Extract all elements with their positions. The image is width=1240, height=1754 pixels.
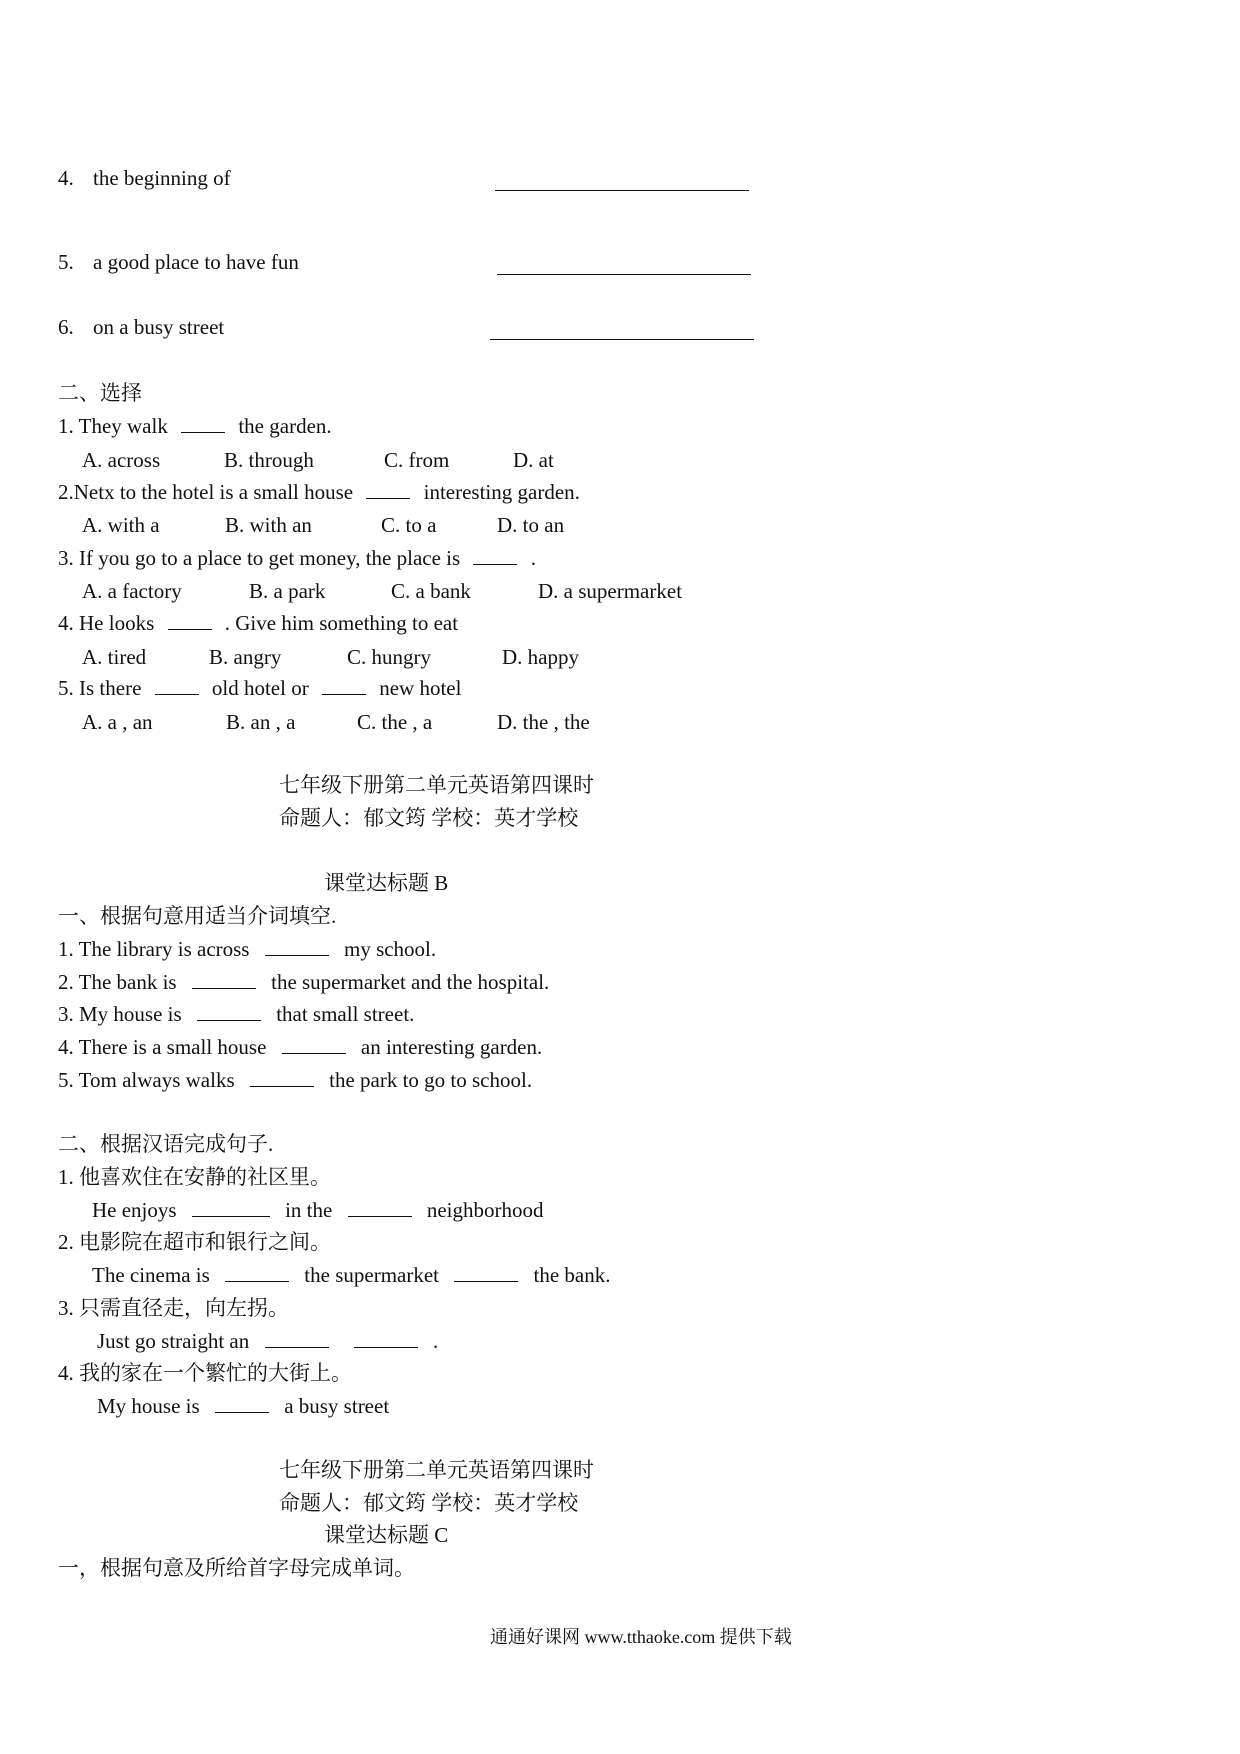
option-b: B. angry (209, 645, 282, 669)
question-text: old hotel or (211, 676, 309, 700)
sentence-text: 2. The bank is (58, 970, 177, 994)
lesson-title: 七年级下册第二单元英语第四课时 (279, 1458, 594, 1482)
author-school: 命题人：郁文筠 学校：英才学校 (279, 806, 579, 830)
option-c: C. from (384, 448, 450, 472)
fill-item-3 (58, 1000, 414, 1028)
option-c: C. hungry (347, 645, 431, 669)
blank (155, 676, 199, 695)
option-d: D. to an (497, 513, 565, 537)
blank (192, 1198, 270, 1217)
lesson-title: 七年级下册第二单元英语第四课时 (279, 773, 594, 797)
sentence-text: the bank. (533, 1263, 611, 1287)
question-text: . Give him something to eat (224, 611, 459, 635)
part-title: 二、根据汉语完成句子. (58, 1132, 274, 1156)
item-number: 6. (58, 315, 74, 339)
item-number: 5. (58, 250, 74, 274)
question-2 (58, 478, 580, 506)
option-a: A. with a (82, 513, 160, 537)
translate-cn-2: 2. 电影院在超市和银行之间。 (58, 1230, 331, 1254)
translate-en-4 (97, 1392, 389, 1420)
translate-en-3 (97, 1327, 438, 1355)
sentence-text: neighborhood (426, 1198, 544, 1222)
item-text: a good place to have fun (93, 250, 299, 274)
option-a: A. across (82, 448, 161, 472)
sentence-text: the park to go to school. (329, 1068, 533, 1092)
blank (225, 1263, 289, 1282)
question-text: 1. They walk (58, 414, 168, 438)
option-c: C. a bank (391, 579, 471, 603)
sentence-text: 1. The library is across (58, 937, 250, 961)
sentence-text: in the (285, 1198, 333, 1222)
blank (168, 611, 212, 630)
sentence-text: My house is (97, 1394, 200, 1418)
translate-cn-3: 3. 只需直径走，向左拐。 (58, 1296, 289, 1320)
footer-text: 通通好课网 www.tthaoke.com 提供下载 (490, 1627, 792, 1647)
option-b: B. an , a (226, 710, 296, 734)
item-text: the beginning of (93, 166, 231, 190)
item-text: on a busy street (93, 315, 225, 339)
part-title: 一，根据句意及所给首字母完成单词。 (58, 1556, 415, 1580)
sentence-text: my school. (343, 937, 437, 961)
question-1 (58, 412, 332, 440)
answer-line (497, 274, 751, 275)
question-text: . (530, 546, 536, 570)
option-d: D. at (513, 448, 554, 472)
question-5 (58, 674, 461, 702)
question-text: 5. Is there (58, 676, 142, 700)
question-text: new hotel (379, 676, 462, 700)
blank (282, 1035, 346, 1054)
sentence-text: The cinema is (92, 1263, 210, 1287)
translate-en-2 (92, 1261, 610, 1289)
blank (322, 676, 366, 695)
question-text: 2.Netx to the hotel is a small house (58, 480, 354, 504)
blank (197, 1002, 261, 1021)
fill-item-1 (58, 935, 436, 963)
sentence-text: He enjoys (92, 1198, 177, 1222)
sentence-text: the supermarket (304, 1263, 439, 1287)
sentence-text: Just go straight an (97, 1329, 250, 1353)
blank (265, 1329, 329, 1348)
translate-cn-4: 4. 我的家在一个繁忙的大街上。 (58, 1361, 352, 1385)
question-3 (58, 544, 536, 572)
option-d: D. the , the (497, 710, 590, 734)
blank (215, 1394, 269, 1413)
option-c: C. the , a (357, 710, 433, 734)
item-number: 4. (58, 166, 74, 190)
match-item-6 (58, 313, 224, 341)
match-item-4 (58, 164, 231, 192)
sentence-text: 4. There is a small house (58, 1035, 267, 1059)
part-title: 一、根据句意用适当介词填空. (58, 904, 337, 928)
fill-item-4 (58, 1033, 542, 1061)
fill-item-5 (58, 1066, 532, 1094)
option-b: B. with an (225, 513, 312, 537)
option-a: A. tired (82, 645, 147, 669)
sentence-text: a busy street (284, 1394, 390, 1418)
answer-line (495, 190, 749, 191)
fill-item-2 (58, 968, 549, 996)
answer-line (490, 339, 754, 340)
author-school: 命题人：郁文筠 学校：英才学校 (279, 1491, 579, 1515)
option-d: D. a supermarket (538, 579, 683, 603)
question-text: 4. He looks (58, 611, 155, 635)
sentence-text: . (433, 1329, 439, 1353)
sentence-text: 3. My house is (58, 1002, 182, 1026)
option-b: B. a park (249, 579, 326, 603)
question-4 (58, 609, 458, 637)
blank (454, 1263, 518, 1282)
sentence-text: 5. Tom always walks (58, 1068, 235, 1092)
question-text: the garden. (238, 414, 332, 438)
sentence-text: the supermarket and the hospital. (271, 970, 550, 994)
section-c-title: 课堂达标题 C (324, 1523, 449, 1547)
option-c: C. to a (381, 513, 437, 537)
blank (473, 546, 517, 565)
translate-cn-1: 1. 他喜欢住在安静的社区里。 (58, 1165, 331, 1189)
blank (181, 414, 225, 433)
option-a: A. a , an (82, 710, 153, 734)
question-text: 3. If you go to a place to get money, the place is (58, 546, 461, 570)
option-d: D. happy (502, 645, 579, 669)
blank (354, 1329, 418, 1348)
option-a: A. a factory (82, 579, 182, 603)
section-b-title: 课堂达标题 B (324, 871, 449, 895)
blank (366, 480, 410, 499)
blank (250, 1068, 314, 1087)
option-b: B. through (224, 448, 314, 472)
blank (265, 937, 329, 956)
translate-en-1 (92, 1196, 543, 1224)
section-title: 二、选择 (58, 381, 142, 405)
sentence-text: an interesting garden. (360, 1035, 543, 1059)
question-text: interesting garden. (423, 480, 580, 504)
blank (192, 970, 256, 989)
sentence-text: that small street. (276, 1002, 415, 1026)
blank (348, 1198, 412, 1217)
match-item-5 (58, 248, 299, 276)
